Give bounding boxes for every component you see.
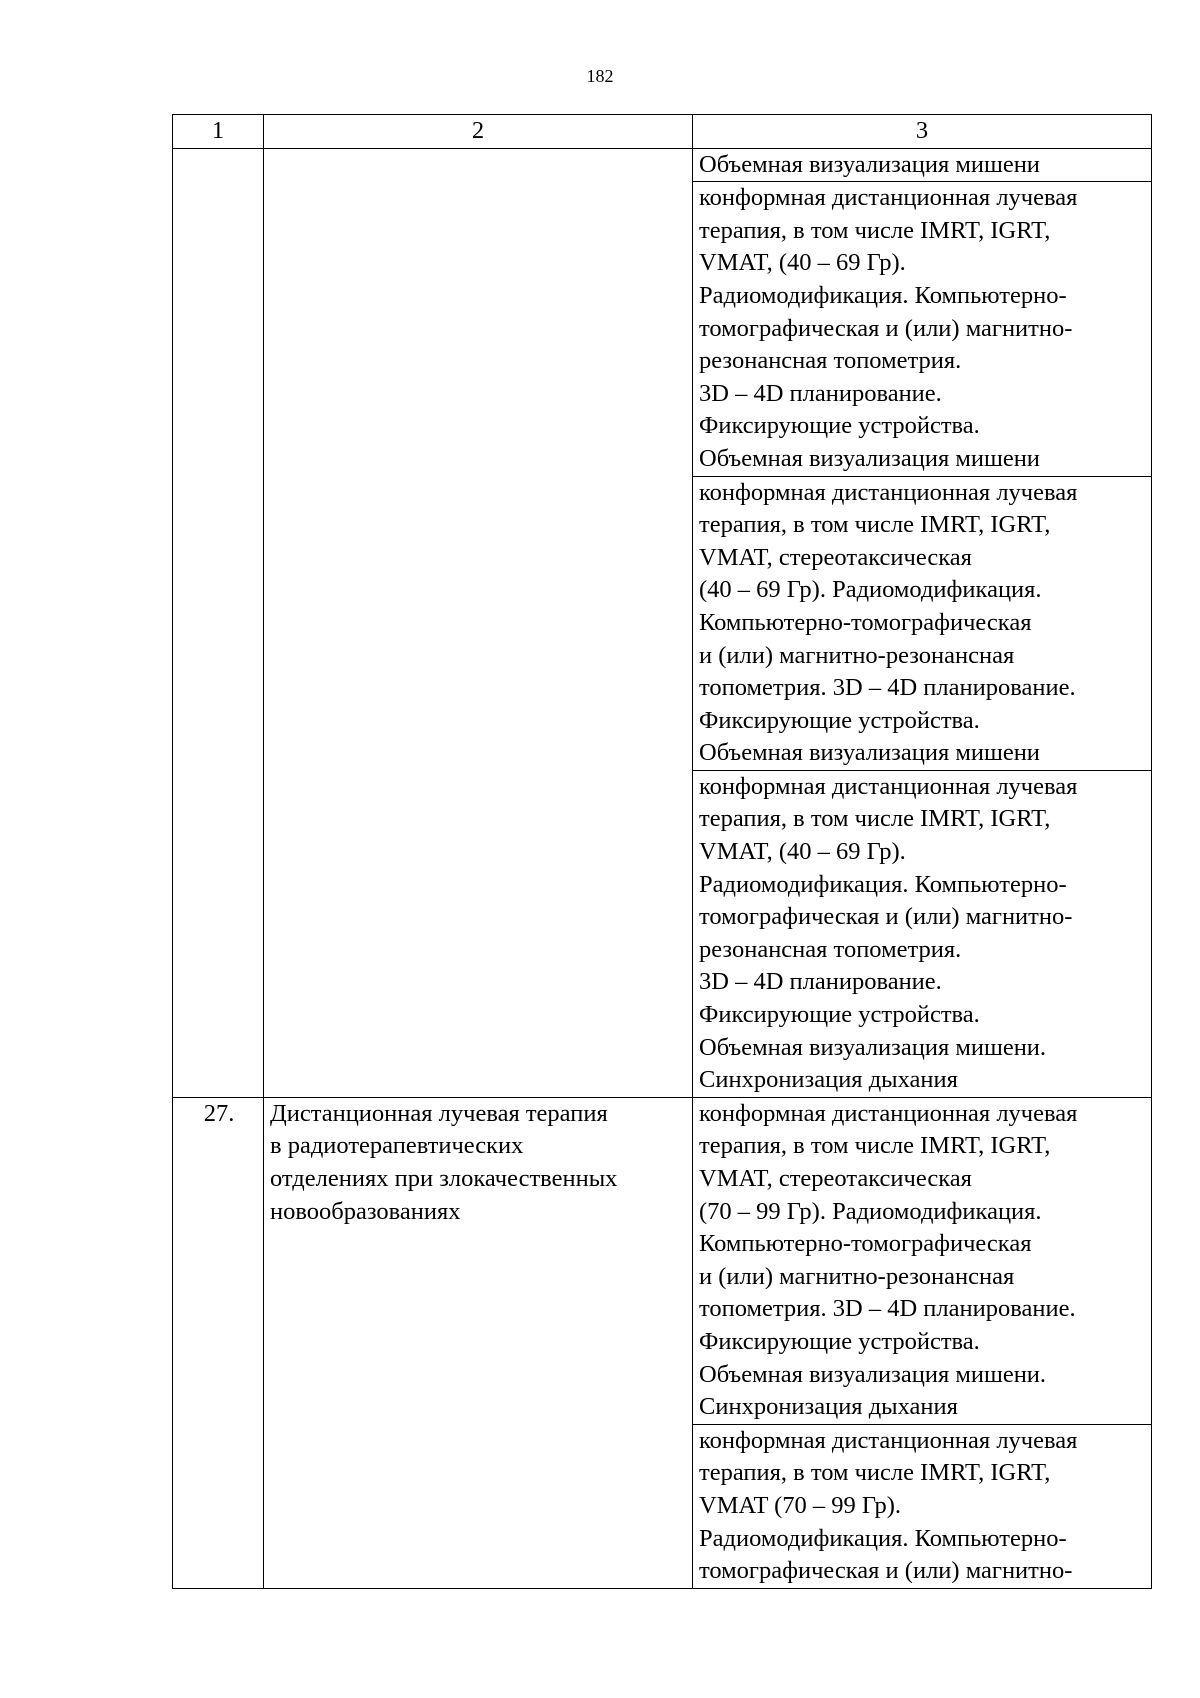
page-number: 182 <box>586 66 614 86</box>
header-col-1: 1 <box>173 115 264 149</box>
method-cell: конформная дистанционная лучевая терапия, в том числе IMRT, IGRT, VMAT, (40 – 69 Гр). Радиомодификация. Компьютерно- томографическая и (или) магнитно- резонансная топометрия. 3D – 4D планирование. Фиксирующие устройства. Объемная визуализация мишени. Синхронизация дыхания <box>693 770 1152 1097</box>
row-number-cell <box>173 148 264 1097</box>
method-cell: конформная дистанционная лучевая терапия, в том числе IMRT, IGRT, VMAT, стереотаксическая (70 – 99 Гр). Радиомодификация. Компьютерно-томографическая и (или) магнитно-резонансная топометрия. 3D – 4D планирование. Фиксирующие устройства. Объемная визуализация мишени. Синхронизация дыхания <box>693 1097 1152 1424</box>
row-name-cell <box>264 148 693 1097</box>
table-row <box>173 1097 1152 1424</box>
row-name-cell: Дистанционная лучевая терапия в радиотерапевтических отделениях при злокачественных новообразованиях <box>264 1097 693 1588</box>
row-number-cell: 27. <box>173 1097 264 1588</box>
method-cell: конформная дистанционная лучевая терапия, в том числе IMRT, IGRT, VMAT (70 – 99 Гр). Радиомодификация. Компьютерно- томографическая и (или) магнитно- <box>693 1424 1152 1588</box>
table-row <box>173 148 1152 182</box>
method-cell: конформная дистанционная лучевая терапия, в том числе IMRT, IGRT, VMAT, стереотаксическая (40 – 69 Гр). Радиомодификация. Компьютерно-томографическая и (или) магнитно-резонансная топометрия. 3D – 4D планирование. Фиксирующие устройства. Объемная визуализация мишени <box>693 476 1152 770</box>
header-col-3: 3 <box>693 115 1152 149</box>
method-cell: конформная дистанционная лучевая терапия, в том числе IMRT, IGRT, VMAT, (40 – 69 Гр). Радиомодификация. Компьютерно- томографическая и (или) магнитно- резонансная топометрия. 3D – 4D планирование. Фиксирующие устройства. Объемная визуализация мишени <box>693 182 1152 476</box>
header-col-2: 2 <box>264 115 693 149</box>
table-header-row <box>173 115 1152 149</box>
document-table <box>172 114 1152 1589</box>
method-cell: Объемная визуализация мишени <box>693 148 1152 182</box>
